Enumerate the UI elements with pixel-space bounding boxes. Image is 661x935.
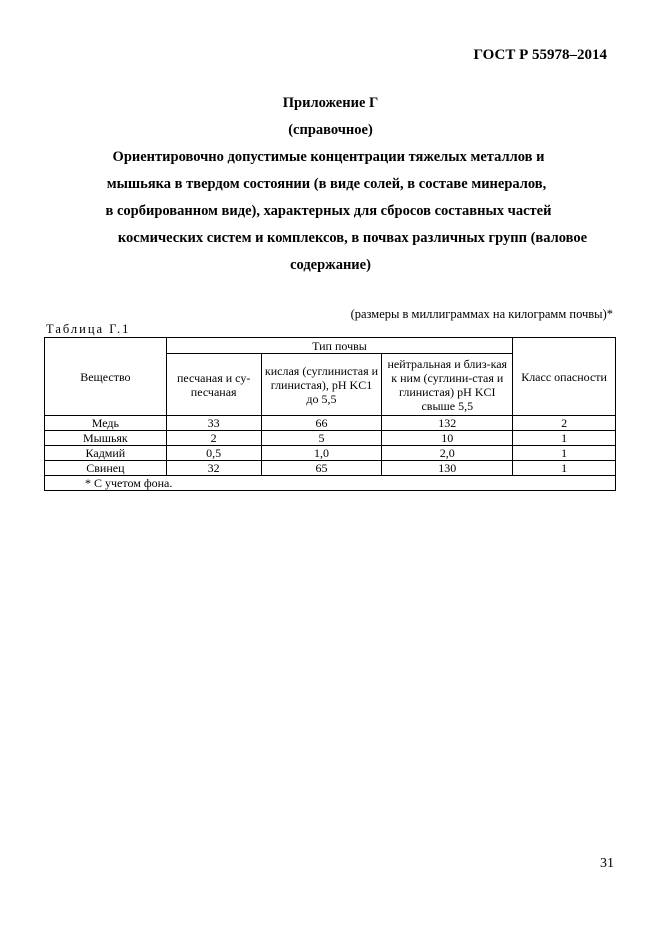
title-line-2: мышьяка в твердом состоянии (в виде солей, в составе минералов,: [106, 176, 547, 192]
header-acid: кислая (суглинистая и глинистая), pH KC1 до 5,5: [261, 354, 382, 416]
table-row: [45, 431, 616, 446]
title-line-4: космических систем и комплексов, в почвах различных групп (валовое: [117, 230, 588, 246]
cell-sandy: 0,5: [166, 446, 261, 461]
page-number: 31: [600, 856, 614, 871]
title-line-3: в сорбированном виде), характерных для сбросов составных частей: [105, 203, 552, 219]
document-code: ГОСТ Р 55978–2014: [473, 47, 607, 63]
table-row: [45, 446, 616, 461]
cell-substance: Кадмий: [45, 446, 167, 461]
header-hazard-class: Класс опасности: [513, 338, 616, 416]
table-caption: Таблица Г.1: [46, 322, 131, 336]
cell-acid: 5: [261, 431, 382, 446]
cell-acid: 1,0: [261, 446, 382, 461]
header-soil-type: Тип почвы: [166, 338, 512, 354]
title-line-5: содержание): [290, 257, 371, 273]
header-substance: Вещество: [45, 338, 167, 416]
cell-class: 2: [513, 416, 616, 431]
cell-sandy: 2: [166, 431, 261, 446]
cell-neutral: 130: [382, 461, 513, 476]
table-footnote: * С учетом фона.: [45, 476, 616, 491]
title-line-1: Ориентировочно допустимые концентрации тяжелых металлов и: [112, 149, 545, 165]
cell-neutral: 132: [382, 416, 513, 431]
cell-substance: Свинец: [45, 461, 167, 476]
cell-substance: Медь: [45, 416, 167, 431]
cell-sandy: 32: [166, 461, 261, 476]
cell-neutral: 2,0: [382, 446, 513, 461]
appendix-status: (справочное): [288, 122, 373, 138]
cell-sandy: 33: [166, 416, 261, 431]
cell-class: 1: [513, 431, 616, 446]
header-neutral: нейтральная и близ-кая к ним (суглини-стая и глинистая) pH KCI свыше 5,5: [382, 354, 513, 416]
cell-acid: 65: [261, 461, 382, 476]
cell-class: 1: [513, 461, 616, 476]
cell-class: 1: [513, 446, 616, 461]
cell-neutral: 10: [382, 431, 513, 446]
table-row: [45, 461, 616, 476]
appendix-title: Приложение Г: [282, 95, 379, 111]
cell-substance: Мышьяк: [45, 431, 167, 446]
concentration-table: [44, 337, 616, 491]
cell-acid: 66: [261, 416, 382, 431]
units-note: (размеры в миллиграммах на килограмм почвы)*: [350, 307, 613, 321]
header-sandy: песчаная и су-песчаная: [166, 354, 261, 416]
table-row: [45, 416, 616, 431]
